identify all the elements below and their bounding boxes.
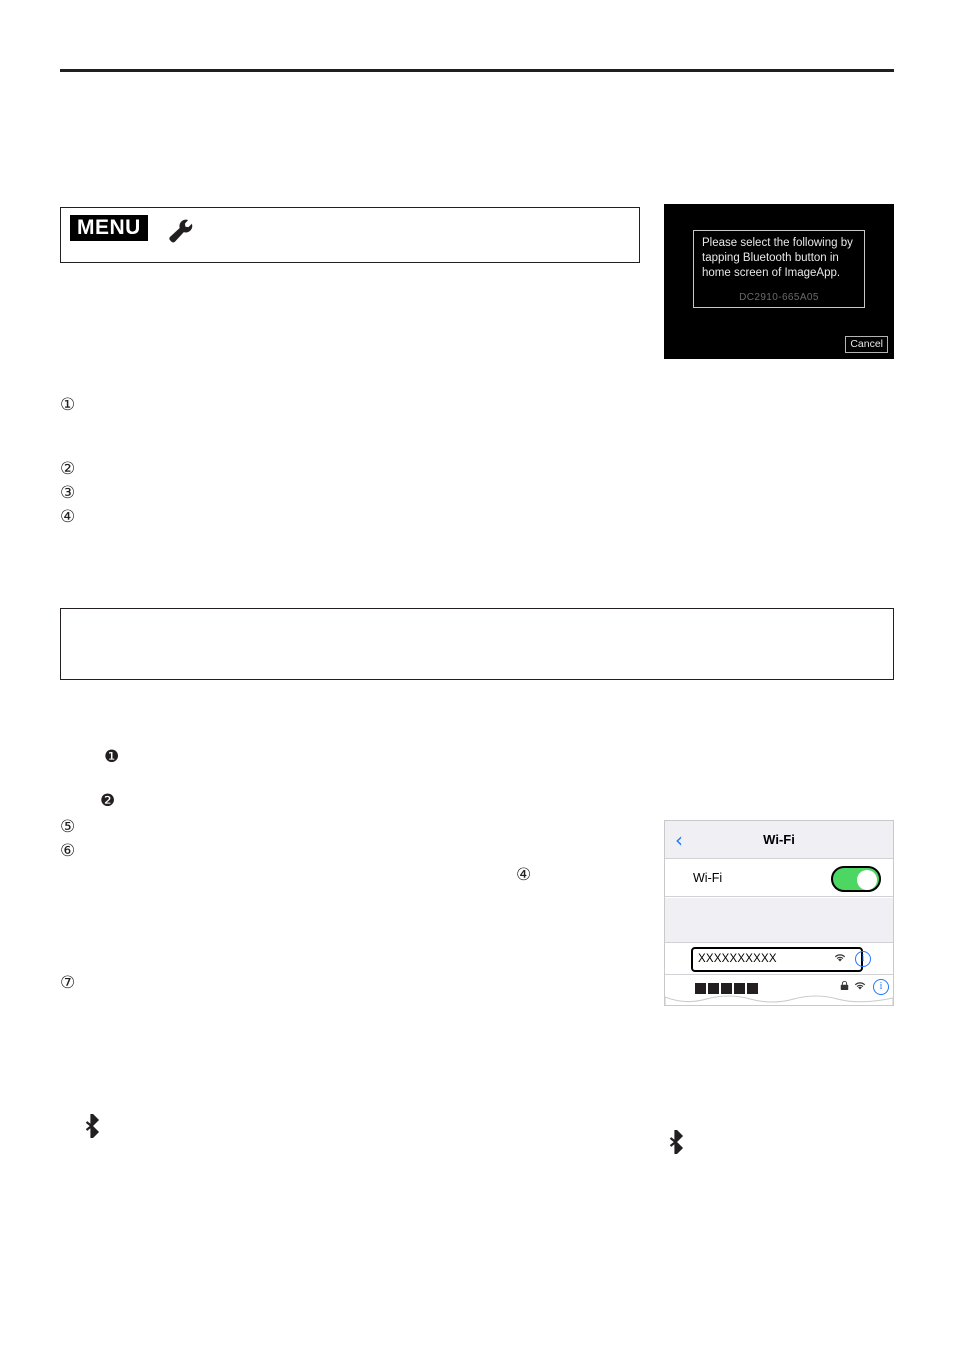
camera-screen-figure (664, 204, 894, 359)
step-marker-1: ① (60, 395, 76, 415)
wifi-titlebar (665, 821, 893, 859)
menu-button-label: MENU (70, 215, 148, 241)
bluetooth-icon-right (668, 1130, 685, 1159)
info-icon-2[interactable]: i (873, 979, 889, 995)
wrench-icon (166, 216, 196, 246)
step-marker-5: ⑤ (60, 817, 76, 837)
wifi-section-gap (665, 898, 893, 943)
step-marker-filled-1: ❶ (104, 747, 120, 767)
wifi-toggle-label: Wi-Fi (693, 871, 723, 885)
wifi-screen-title: Wi-Fi (763, 832, 795, 847)
step-marker-4-inline: ④ (516, 865, 532, 885)
header-rule (60, 69, 894, 72)
wifi-network-ssid: XXXXXXXXXX (698, 953, 777, 965)
wifi-toggle-knob (857, 870, 877, 890)
bluetooth-icon-left (84, 1114, 101, 1143)
info-icon[interactable]: i (855, 951, 871, 967)
torn-edge (665, 994, 893, 1006)
wifi-settings-figure (664, 820, 894, 1006)
wifi-network-row[interactable] (665, 943, 893, 975)
menu-instruction-box (60, 207, 640, 263)
step-marker-7: ⑦ (60, 973, 76, 993)
wifi-toggle-switch[interactable] (831, 866, 881, 892)
step-marker-2: ② (60, 459, 76, 479)
note-box (60, 608, 894, 680)
step-marker-filled-2: ❷ (100, 791, 116, 811)
lock-icon (840, 980, 849, 994)
step-marker-4: ④ (60, 507, 76, 527)
back-chevron-icon[interactable]: ‹ (675, 828, 683, 852)
camera-device-code: DC2910-665A05 (739, 292, 819, 303)
camera-dialog-text: Please select the following by tapping Bluetooth button in home screen of ImageApp. (702, 237, 853, 279)
step-marker-3: ③ (60, 483, 76, 503)
wifi-signal-icon-2 (853, 980, 867, 994)
wifi-signal-icon (833, 952, 847, 966)
wifi-toggle-row[interactable] (665, 859, 893, 897)
cancel-button[interactable]: Cancel (845, 336, 888, 353)
step-marker-6: ⑥ (60, 841, 76, 861)
camera-dialog (693, 230, 865, 308)
